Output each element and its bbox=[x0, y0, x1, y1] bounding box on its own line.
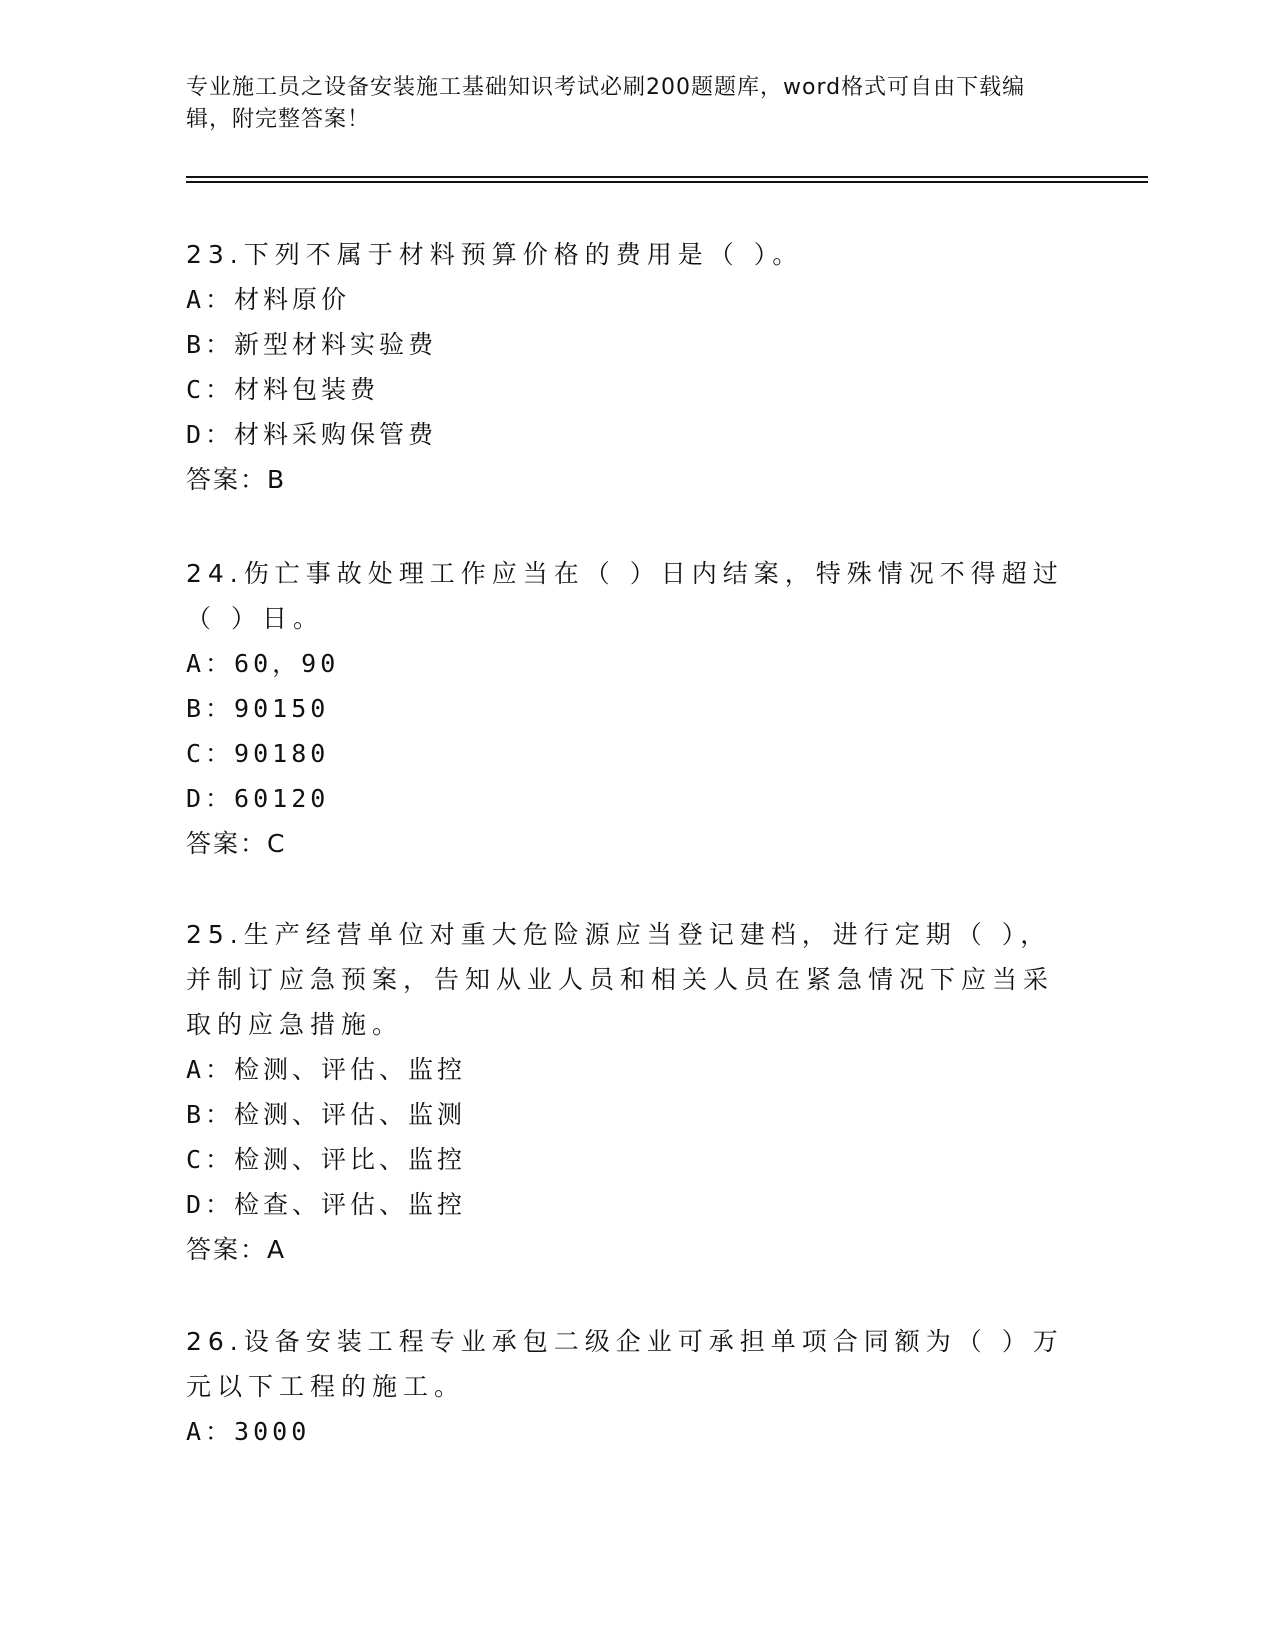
question-stem: 24.伤亡事故处理工作应当在（ ）日内结案，特殊情况不得超过（ ）日。 bbox=[186, 559, 1064, 633]
option-d: D：材料采购保管费 bbox=[186, 420, 438, 449]
option-d: D：检查、评估、监控 bbox=[186, 1190, 467, 1219]
option-b: B：检测、评估、监测 bbox=[186, 1100, 467, 1129]
option-c: C：检测、评比、监控 bbox=[186, 1145, 467, 1174]
question-23 bbox=[186, 232, 1066, 502]
question-stem: 23.下列不属于材料预算价格的费用是（ ）。 bbox=[186, 240, 804, 269]
question-stem: 26.设备安装工程专业承包二级企业可承担单项合同额为（ ）万元以下工程的施工。 bbox=[186, 1327, 1064, 1401]
option-a: A：3000 bbox=[186, 1417, 311, 1446]
question-24 bbox=[186, 551, 1066, 866]
header-divider-bottom bbox=[186, 181, 1148, 183]
answer-line: 答案：A bbox=[186, 1235, 287, 1264]
option-a: A：材料原价 bbox=[186, 285, 351, 314]
option-a: A：60，90 bbox=[186, 649, 340, 678]
option-c: C：90180 bbox=[186, 739, 330, 768]
option-b: B：90150 bbox=[186, 694, 330, 723]
option-c: C：材料包装费 bbox=[186, 375, 380, 404]
option-b: B：新型材料实验费 bbox=[186, 330, 438, 359]
question-25 bbox=[186, 912, 1066, 1272]
question-stem: 25.生产经营单位对重大危险源应当登记建档，进行定期（ ），并制订应急预案，告知从业人员和相关人员在紧急情况下应当采取的应急措施。 bbox=[186, 920, 1055, 1039]
answer-line: 答案：B bbox=[186, 465, 287, 494]
option-d: D：60120 bbox=[186, 784, 330, 813]
header-divider-top bbox=[186, 176, 1148, 178]
document-title: 专业施工员之设备安装施工基础知识考试必刷200题题库，word格式可自由下载编辑，附完整答案！ bbox=[186, 75, 1026, 132]
answer-line: 答案：C bbox=[186, 829, 287, 858]
option-a: A：检测、评估、监控 bbox=[186, 1055, 467, 1084]
question-26 bbox=[186, 1319, 1066, 1454]
document-header bbox=[186, 72, 1066, 136]
